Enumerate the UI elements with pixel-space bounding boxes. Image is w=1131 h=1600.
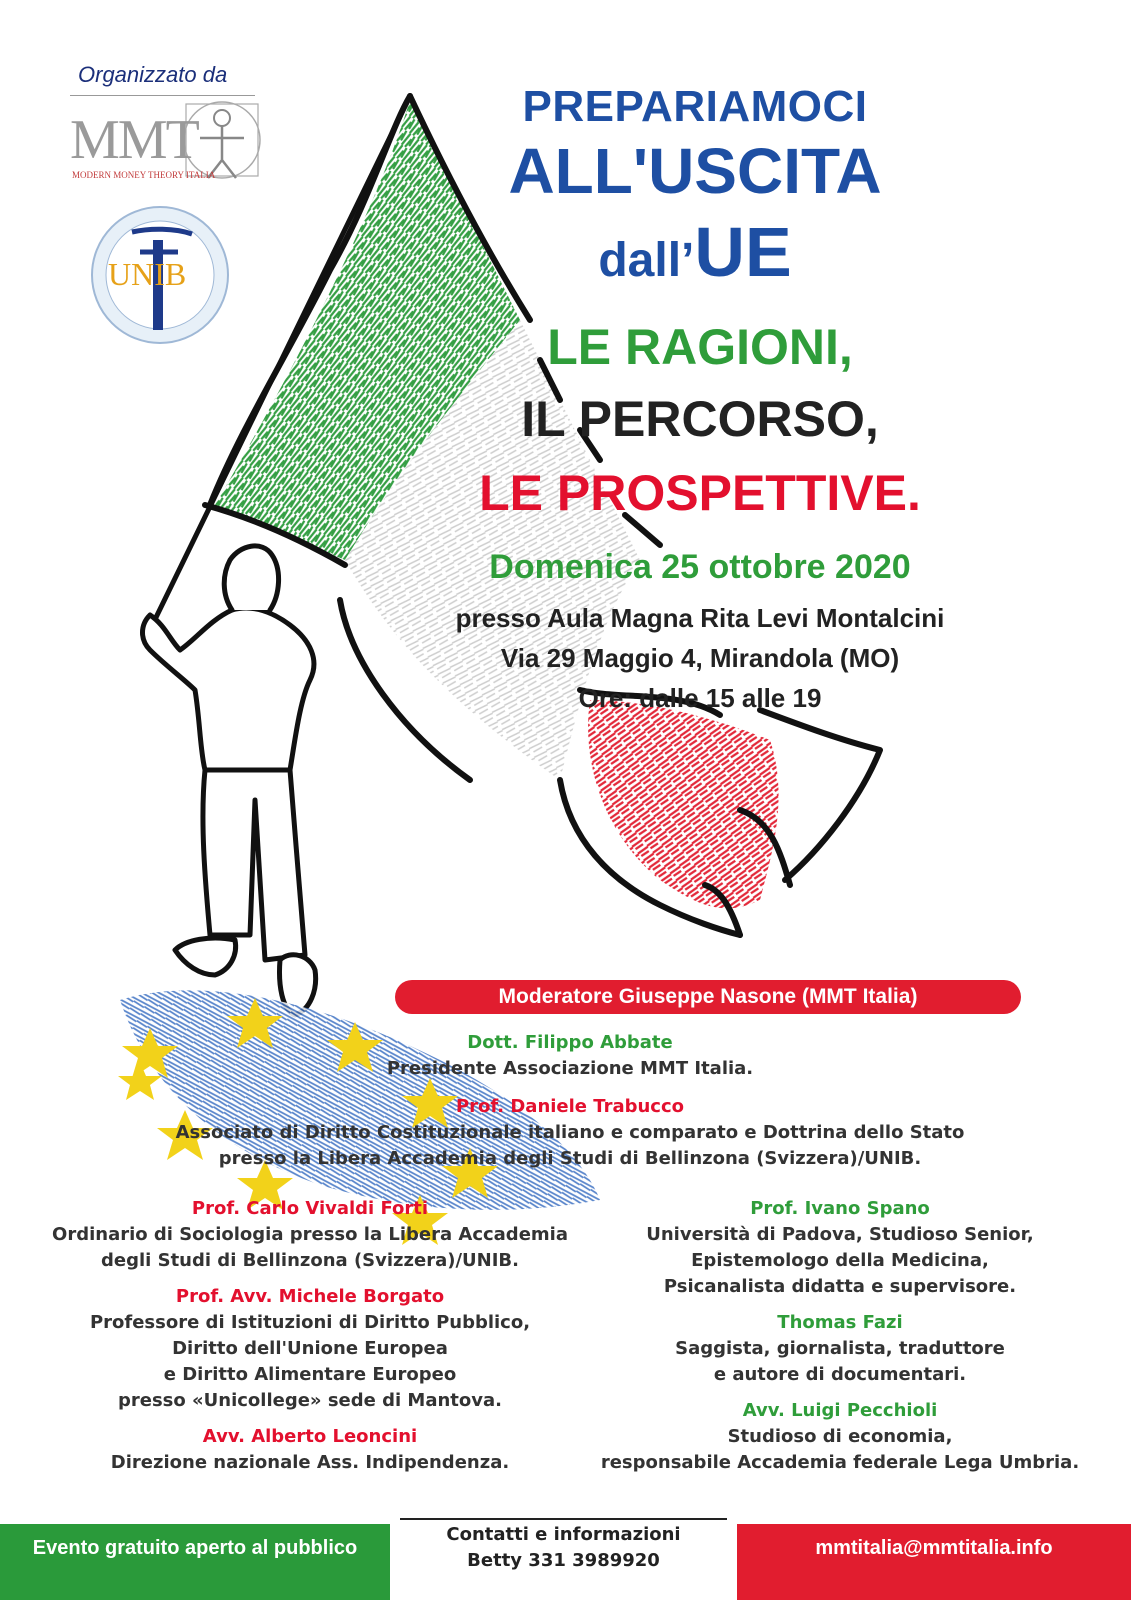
speaker-block-borgato <box>30 1284 590 1414</box>
title-line-3 <box>430 212 960 292</box>
contact-phone[interactable]: Betty 331 3989920 <box>467 1550 660 1571</box>
speaker-role: Professore di Istituzioni di Diritto Pubblico, Diritto dell'Unione Europea e Diritto Alimentare Europeo presso «Unicollege» sede di Mantova. <box>89 1312 531 1411</box>
event-location <box>380 598 1020 718</box>
speaker-name: Avv. Alberto Leoncini <box>202 1426 418 1447</box>
mmt-logo-caption: MODERN MONEY THEORY ITALIA <box>72 170 216 180</box>
footer-divider <box>400 1518 727 1520</box>
event-venue: presso Aula Magna Rita Levi Montalcini <box>455 603 945 633</box>
speaker-name: Avv. Luigi Pecchioli <box>742 1400 938 1421</box>
subtitle-line-1: LE RAGIONI, <box>547 319 853 375</box>
title-line-2: ALL'USCITA <box>508 135 882 207</box>
footer-email[interactable]: mmtitalia@mmtitalia.info <box>737 1524 1131 1600</box>
speaker-block-spano <box>590 1196 1090 1300</box>
footer-contacts <box>390 1522 737 1574</box>
speaker-role: Direzione nazionale Ass. Indipendenza. <box>110 1452 510 1473</box>
contact-title: Contatti e informazioni <box>446 1524 681 1545</box>
subtitle-line-3: LE PROSPETTIVE. <box>479 465 921 521</box>
mmt-logo-text: MMT <box>70 109 198 171</box>
speaker-block-leoncini <box>30 1424 590 1476</box>
title-line-3-main: UE <box>694 213 792 291</box>
subtitle-line-2: IL PERCORSO, <box>521 391 879 447</box>
speaker-block-fazi <box>590 1310 1090 1388</box>
speaker-block-pecchioli <box>590 1398 1090 1476</box>
unib-logo-text: UNIB <box>108 256 187 292</box>
event-hours: Ore: dalle 15 alle 19 <box>578 683 822 713</box>
speaker-role: Presidente Associazione MMT Italia. <box>386 1058 754 1079</box>
speaker-role: Associato di Diritto Costituzionale italiano e comparato e Dottrina dello Stato presso la Libera Accademia degli Studi di Bellinzona (Svizzera)/UNIB. <box>175 1122 965 1169</box>
event-date: Domenica 25 ottobre 2020 <box>489 548 911 586</box>
speaker-block-trabucco <box>120 1094 1020 1172</box>
event-address: Via 29 Maggio 4, Mirandola (MO) <box>500 643 900 673</box>
organizer-label: Organizzato da <box>78 62 228 87</box>
speaker-name: Prof. Ivano Spano <box>750 1198 930 1219</box>
speaker-name: Prof. Carlo Vivaldi Forti <box>191 1198 429 1219</box>
speaker-name: Dott. Filippo Abbate <box>467 1032 673 1053</box>
speaker-name: Prof. Daniele Trabucco <box>455 1096 685 1117</box>
organizer-divider <box>70 95 255 96</box>
speaker-block-abbate <box>120 1030 1020 1082</box>
speaker-block-vivaldi-forti <box>30 1196 590 1274</box>
moderator-banner: Moderatore Giuseppe Nasone (MMT Italia) <box>395 980 1021 1014</box>
footer-free-event: Evento gratuito aperto al pubblico <box>0 1524 390 1600</box>
speaker-role: Ordinario di Sociologia presso la Libera Accademia degli Studi di Bellinzona (Svizzera)/UNIB. <box>52 1224 568 1271</box>
speaker-role: Università di Padova, Studioso Senior, Epistemologo della Medicina, Psicanalista didatta e supervisore. <box>646 1224 1034 1297</box>
speaker-name: Prof. Avv. Michele Borgato <box>175 1286 445 1307</box>
speaker-role: Saggista, giornalista, traduttore e autore di documentari. <box>675 1338 1005 1385</box>
title-line-1: PREPARIAMOCI <box>522 82 868 131</box>
title-line-3-prefix: dall’ <box>598 234 695 287</box>
man-figure <box>143 546 316 1015</box>
speaker-role: Studioso di economia, responsabile Accademia federale Lega Umbria. <box>600 1426 1080 1473</box>
speaker-name: Thomas Fazi <box>777 1312 903 1333</box>
